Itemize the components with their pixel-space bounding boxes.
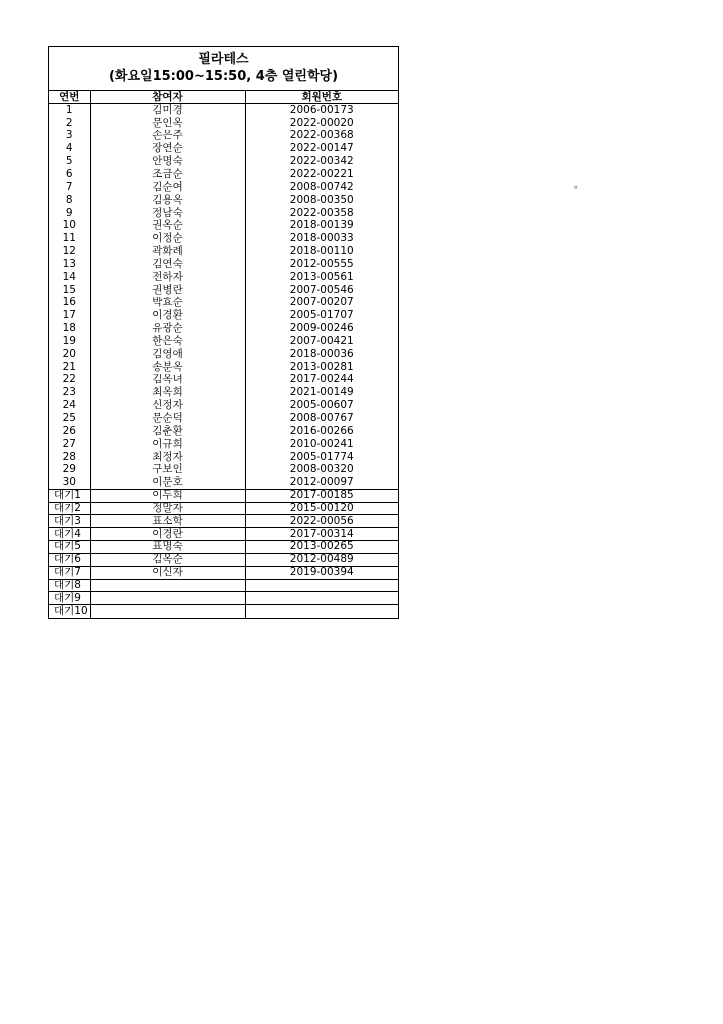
row-number: 대기5	[49, 541, 90, 554]
member-id: 2021-00149	[245, 386, 398, 399]
participant-name: 문순덕	[90, 412, 245, 425]
participant-name	[90, 605, 245, 618]
row-number: 3	[65, 129, 73, 142]
member-id: 2007-00207	[245, 297, 398, 310]
participant-name: 권옥순	[90, 219, 245, 232]
member-id: 2022-00147	[245, 142, 398, 155]
table-row	[49, 361, 398, 374]
waitlist-row	[49, 489, 398, 502]
participant-name: 이정순	[90, 232, 245, 245]
table-row	[49, 425, 398, 438]
row-number: 16	[62, 296, 76, 309]
table-row	[49, 284, 398, 297]
table-row	[49, 438, 398, 451]
row-number: 대기2	[49, 502, 90, 515]
member-id: 2008-00320	[245, 463, 398, 476]
class-schedule: (화요일15:00~15:50, 4층 열린학당)	[108, 69, 339, 84]
row-number: 2	[65, 116, 73, 129]
member-id: 2012-00555	[245, 258, 398, 271]
participant-sheet	[48, 46, 399, 619]
participant-name: 이경란	[90, 528, 245, 541]
waitlist-row	[49, 553, 398, 566]
table-row	[49, 451, 398, 464]
row-number: 30	[49, 476, 90, 489]
row-number: 20	[62, 347, 76, 360]
header-participant: 참여자	[90, 91, 245, 104]
waitlist-row	[49, 515, 398, 528]
header-number: 연번	[49, 91, 90, 104]
table-row	[49, 297, 398, 310]
table-row	[49, 463, 398, 476]
table-row	[49, 130, 398, 143]
participant-name: 김순여	[90, 181, 245, 194]
waitlist-row	[49, 566, 398, 579]
member-id: 2022-00358	[245, 207, 398, 220]
participant-name: 김용옥	[90, 194, 245, 207]
row-number: 7	[65, 180, 73, 193]
participant-name: 이문호	[90, 476, 245, 489]
participant-name: 이두희	[90, 489, 245, 502]
table-row	[49, 348, 398, 361]
participant-name	[90, 592, 245, 605]
participant-name: 최정자	[90, 451, 245, 464]
participant-name: 이경환	[90, 309, 245, 322]
participant-name: 이규희	[90, 438, 245, 451]
table-row	[49, 322, 398, 335]
row-number: 26	[62, 424, 76, 437]
header-row	[49, 91, 398, 104]
participant-name: 유광순	[90, 322, 245, 335]
table-row	[49, 232, 398, 245]
member-id: 2016-00266	[245, 425, 398, 438]
row-number: 14	[62, 270, 76, 283]
member-id: 2022-00221	[245, 168, 398, 181]
table-row	[49, 335, 398, 348]
participant-name: 김춘환	[90, 425, 245, 438]
participant-name: 장연순	[90, 142, 245, 155]
participant-name: 김옥녀	[90, 374, 245, 387]
class-title: 필라테스	[198, 52, 249, 67]
row-number: 25	[62, 412, 76, 425]
member-id: 2017-00244	[245, 374, 398, 387]
waitlist-row	[49, 502, 398, 515]
table-row	[49, 374, 398, 387]
member-id: 2010-00241	[245, 438, 398, 451]
participant-name: 송분옥	[90, 361, 245, 374]
row-number: 1	[65, 104, 73, 117]
table-row	[49, 245, 398, 258]
member-id: 2022-00342	[245, 155, 398, 168]
member-id: 2005-01774	[245, 451, 398, 464]
participant-name: 손은주	[90, 130, 245, 143]
member-id: 2018-00033	[245, 232, 398, 245]
waitlist-row	[49, 592, 398, 605]
participant-name: 전하자	[90, 271, 245, 284]
row-number: 11	[62, 232, 76, 245]
member-id: 2017-00185	[245, 489, 398, 502]
member-id: 2022-00056	[245, 515, 398, 528]
table-row	[49, 155, 398, 168]
member-id: 2018-00110	[245, 245, 398, 258]
participant-name: 신정자	[90, 399, 245, 412]
table-row	[49, 168, 398, 181]
table-row	[49, 399, 398, 412]
member-id: 2008-00350	[245, 194, 398, 207]
row-number: 21	[62, 360, 76, 373]
member-id: 2008-00767	[245, 412, 398, 425]
member-id: 2018-00139	[245, 219, 398, 232]
member-id: 2009-00246	[245, 322, 398, 335]
row-number: 대기6	[49, 553, 90, 566]
participant-table	[49, 91, 398, 618]
member-id: 2005-01707	[245, 309, 398, 322]
row-number: 17	[62, 309, 76, 322]
table-row	[49, 476, 398, 489]
row-number: 대기4	[49, 528, 90, 541]
member-id: 2007-00421	[245, 335, 398, 348]
table-row	[49, 194, 398, 207]
row-number: 22	[62, 373, 76, 386]
header-member-id: 회원번호	[245, 91, 398, 104]
member-id	[245, 592, 398, 605]
participant-name: 안명숙	[90, 155, 245, 168]
member-id: 2022-00368	[245, 130, 398, 143]
member-id: 2012-00097	[245, 476, 398, 489]
table-row	[49, 142, 398, 155]
participant-name: 구보인	[90, 463, 245, 476]
row-number: 10	[62, 219, 76, 232]
participant-name: 김옥순	[90, 553, 245, 566]
row-number: 대기7	[49, 566, 90, 579]
member-id: 2017-00314	[245, 528, 398, 541]
table-row	[49, 181, 398, 194]
participant-name: 표명숙	[90, 541, 245, 554]
member-id: 2008-00742	[245, 181, 398, 194]
title-block	[49, 47, 398, 91]
member-id: 2013-00265	[245, 541, 398, 554]
waitlist-row	[49, 579, 398, 592]
member-id: 2013-00561	[245, 271, 398, 284]
row-number: 4	[65, 142, 73, 155]
participant-name: 최옥희	[90, 386, 245, 399]
row-number: 28	[62, 450, 76, 463]
member-id: 2012-00489	[245, 553, 398, 566]
member-id: 2018-00036	[245, 348, 398, 361]
row-number: 8	[65, 193, 73, 206]
row-number: 5	[65, 155, 73, 168]
table-row	[49, 412, 398, 425]
table-row	[49, 386, 398, 399]
row-number: 12	[62, 245, 76, 258]
member-id	[245, 605, 398, 618]
row-number: 대기3	[49, 515, 90, 528]
waitlist-row	[49, 541, 398, 554]
member-id: 2007-00546	[245, 284, 398, 297]
member-id: 2019-00394	[245, 566, 398, 579]
member-id: 2022-00020	[245, 117, 398, 130]
table-row	[49, 104, 398, 117]
row-number: 18	[62, 322, 76, 335]
row-number: 19	[62, 335, 76, 347]
row-number: 15	[62, 283, 76, 296]
row-number: 대기10	[54, 604, 88, 617]
participant-name: 박효순	[90, 297, 245, 310]
table-row	[49, 271, 398, 284]
participant-name: 조금순	[90, 168, 245, 181]
participant-name: 정말자	[90, 502, 245, 515]
row-number: 23	[62, 386, 76, 399]
participant-name: 표소학	[90, 515, 245, 528]
row-number: 대기1	[49, 489, 90, 502]
member-id	[245, 579, 398, 592]
participant-name: 김연숙	[90, 258, 245, 271]
row-number: 13	[62, 257, 76, 270]
participant-name: 곽화례	[90, 245, 245, 258]
member-id: 2005-00607	[245, 399, 398, 412]
waitlist-row	[49, 528, 398, 541]
participant-name: 문인옥	[90, 117, 245, 130]
row-number: 9	[65, 206, 73, 219]
participant-name: 한은숙	[90, 335, 245, 348]
row-number: 대기9	[49, 592, 90, 605]
row-number: 27	[62, 437, 76, 450]
table-row	[49, 258, 398, 271]
row-number: 29	[62, 463, 76, 476]
table-row	[49, 309, 398, 322]
participant-name: 김미경	[90, 104, 245, 117]
participant-name: 김영애	[90, 348, 245, 361]
member-id: 2015-00120	[245, 502, 398, 515]
row-number: 6	[65, 168, 73, 180]
participant-name: 이신자	[90, 566, 245, 579]
stray-mark: 。	[574, 180, 584, 191]
participant-name: 정남숙	[90, 207, 245, 220]
member-id: 2013-00281	[245, 361, 398, 374]
participant-name: 권병란	[90, 284, 245, 297]
participant-name	[90, 579, 245, 592]
waitlist-row	[49, 605, 398, 618]
table-row	[49, 219, 398, 232]
row-number: 대기8	[49, 579, 90, 592]
table-row	[49, 207, 398, 220]
row-number: 24	[62, 399, 76, 412]
member-id: 2006-00173	[245, 104, 398, 117]
table-row	[49, 117, 398, 130]
